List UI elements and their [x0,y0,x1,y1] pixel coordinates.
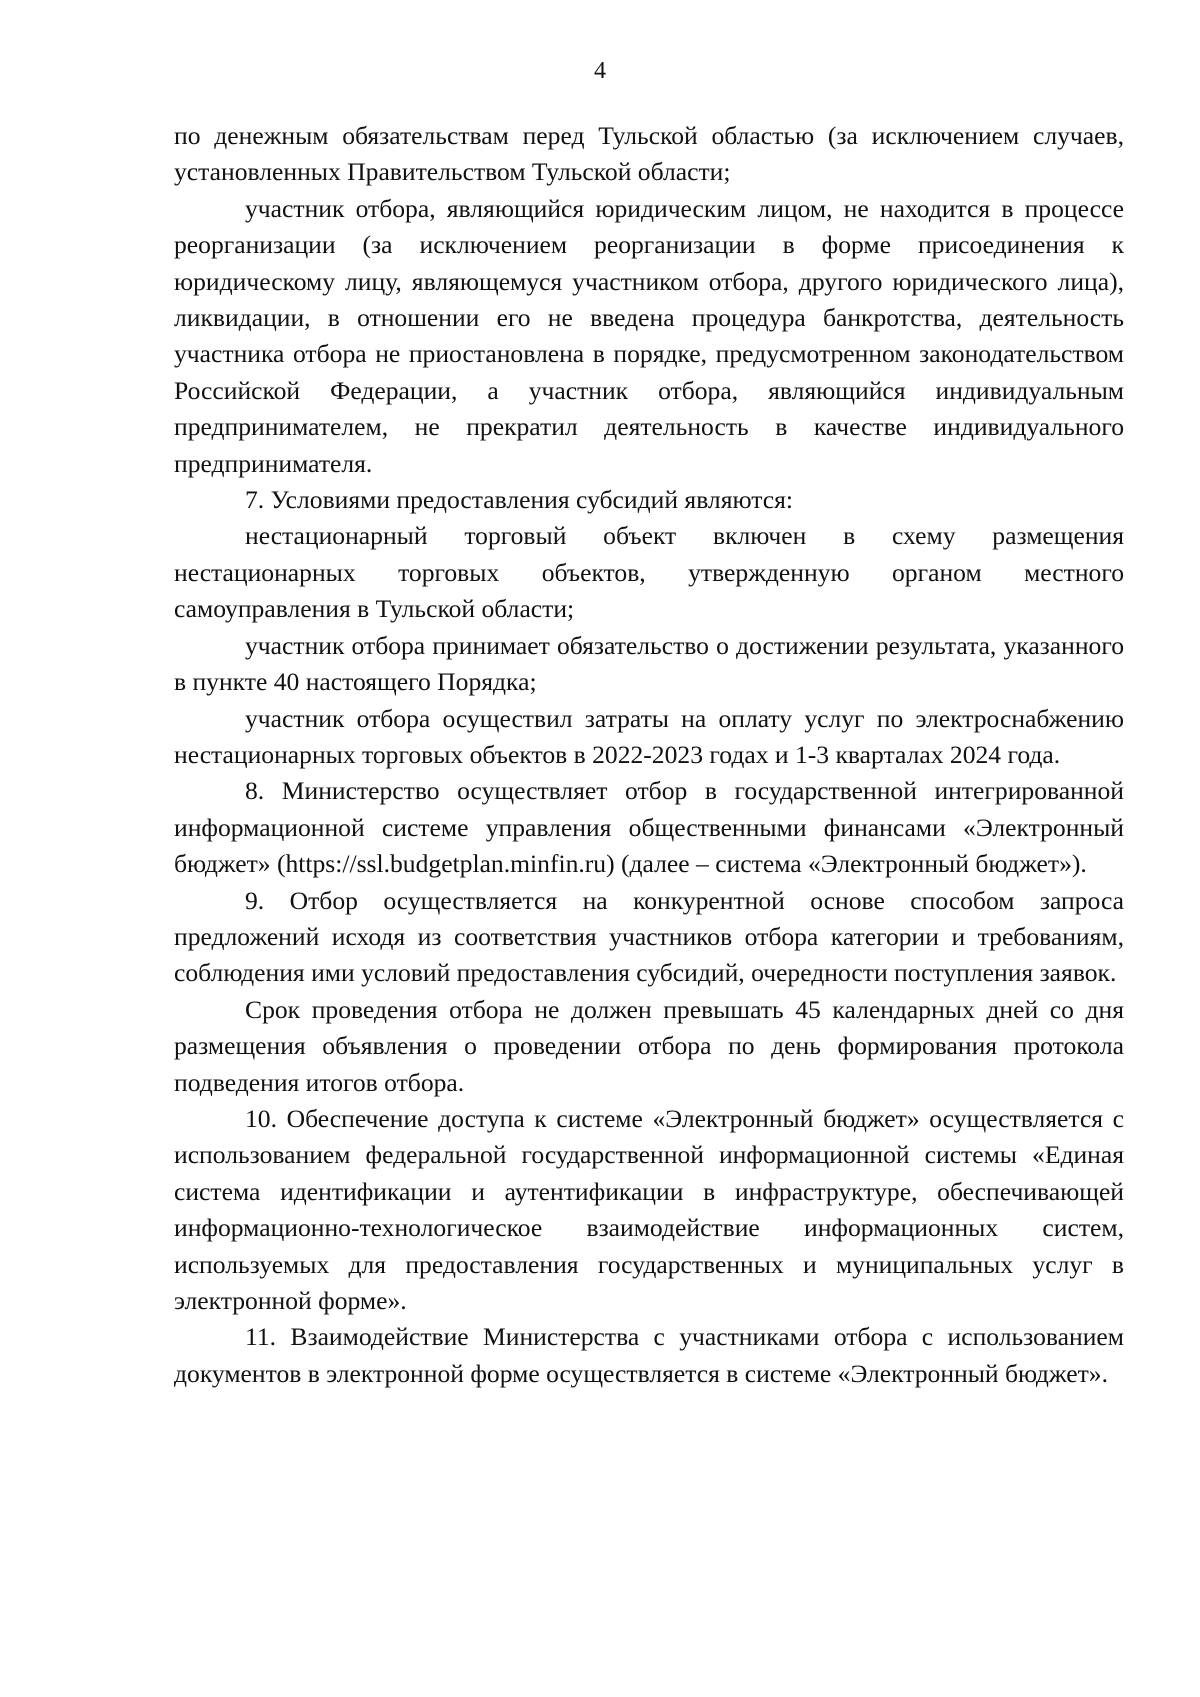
paragraph-condition-scheme: нестационарный торговый объект включен в схему размещения нестационарных торговых объектов, утвержденную органом местного самоуправления в Тульской области; [174,521,1124,624]
paragraph-item-9: 9. Отбор осуществляется на конкурентной основе способом запроса предложений исходя из соответствия участников отбора категории и требованиям, соблюдения ими условий предоставления субсидий, очередности поступления заявок. [174,885,1124,988]
document-body [174,118,1124,1392]
paragraph-item-10: 10. Обеспечение доступа к системе «Электронный бюджет» осуществляется с использованием федеральной государственной информационной системы «Единая система идентификации и аутентификации в инфраструктуре, обеспечивающей информационно-технологическое взаимодействие информационных систем, используемых для предоставления государственных и муниципальных услуг в электронной форме». [174,1103,1124,1315]
paragraph-item-8: 8. Министерство осуществляет отбор в государственной интегрированной информационной системе управления общественными финансами «Электронный бюджет» (https://ssl.budgetplan.minfin.ru) (далее – система «Электронный бюджет»). [174,776,1124,879]
paragraph-continuation: по денежным обязательствам перед Тульской областью (за исключением случаев, установленных Правительством Тульской области; [174,121,1124,187]
paragraph-item-11: 11. Взаимодействие Министерства с участниками отбора с использованием документов в электронной форме осуществляется в системе «Электронный бюджет». [174,1322,1124,1388]
paragraph-condition-obligation: участник отбора принимает обязательство о достижении результата, указанного в пункте 40 настоящего Порядка; [174,630,1124,697]
page-number: 4 [594,58,606,84]
paragraph-item-7: 7. Условиями предоставления субсидий являются: [245,485,794,515]
paragraph-selection-term: Срок проведения отбора не должен превышать 45 календарных дней со дня размещения объявления о проведении отбора по день формирования протокола подведения итогов отбора. [174,994,1124,1097]
paragraph-condition-costs: участник отбора осуществил затраты на оплату услуг по электроснабжению нестационарных торговых объектов в 2022-2023 годах и 1-3 кварталах 2024 года. [174,703,1124,769]
paragraph-participant-status: участник отбора, являющийся юридическим лицом, не находится в процессе реорганизации (за исключением реорганизации в форме присоединения к юридическому лицу, являющемуся участником отбора, другого юридического лица), ликвидации, в отношении его не введена процедура банкротства, деятельность участника отбора не приостановлена в порядке, предусмотренном законодательством Российской Федерации, а участник отбора, являющийся индивидуальным предпринимателем, не прекратил деятельность в качестве индивидуального предпринимателя. [174,193,1124,478]
